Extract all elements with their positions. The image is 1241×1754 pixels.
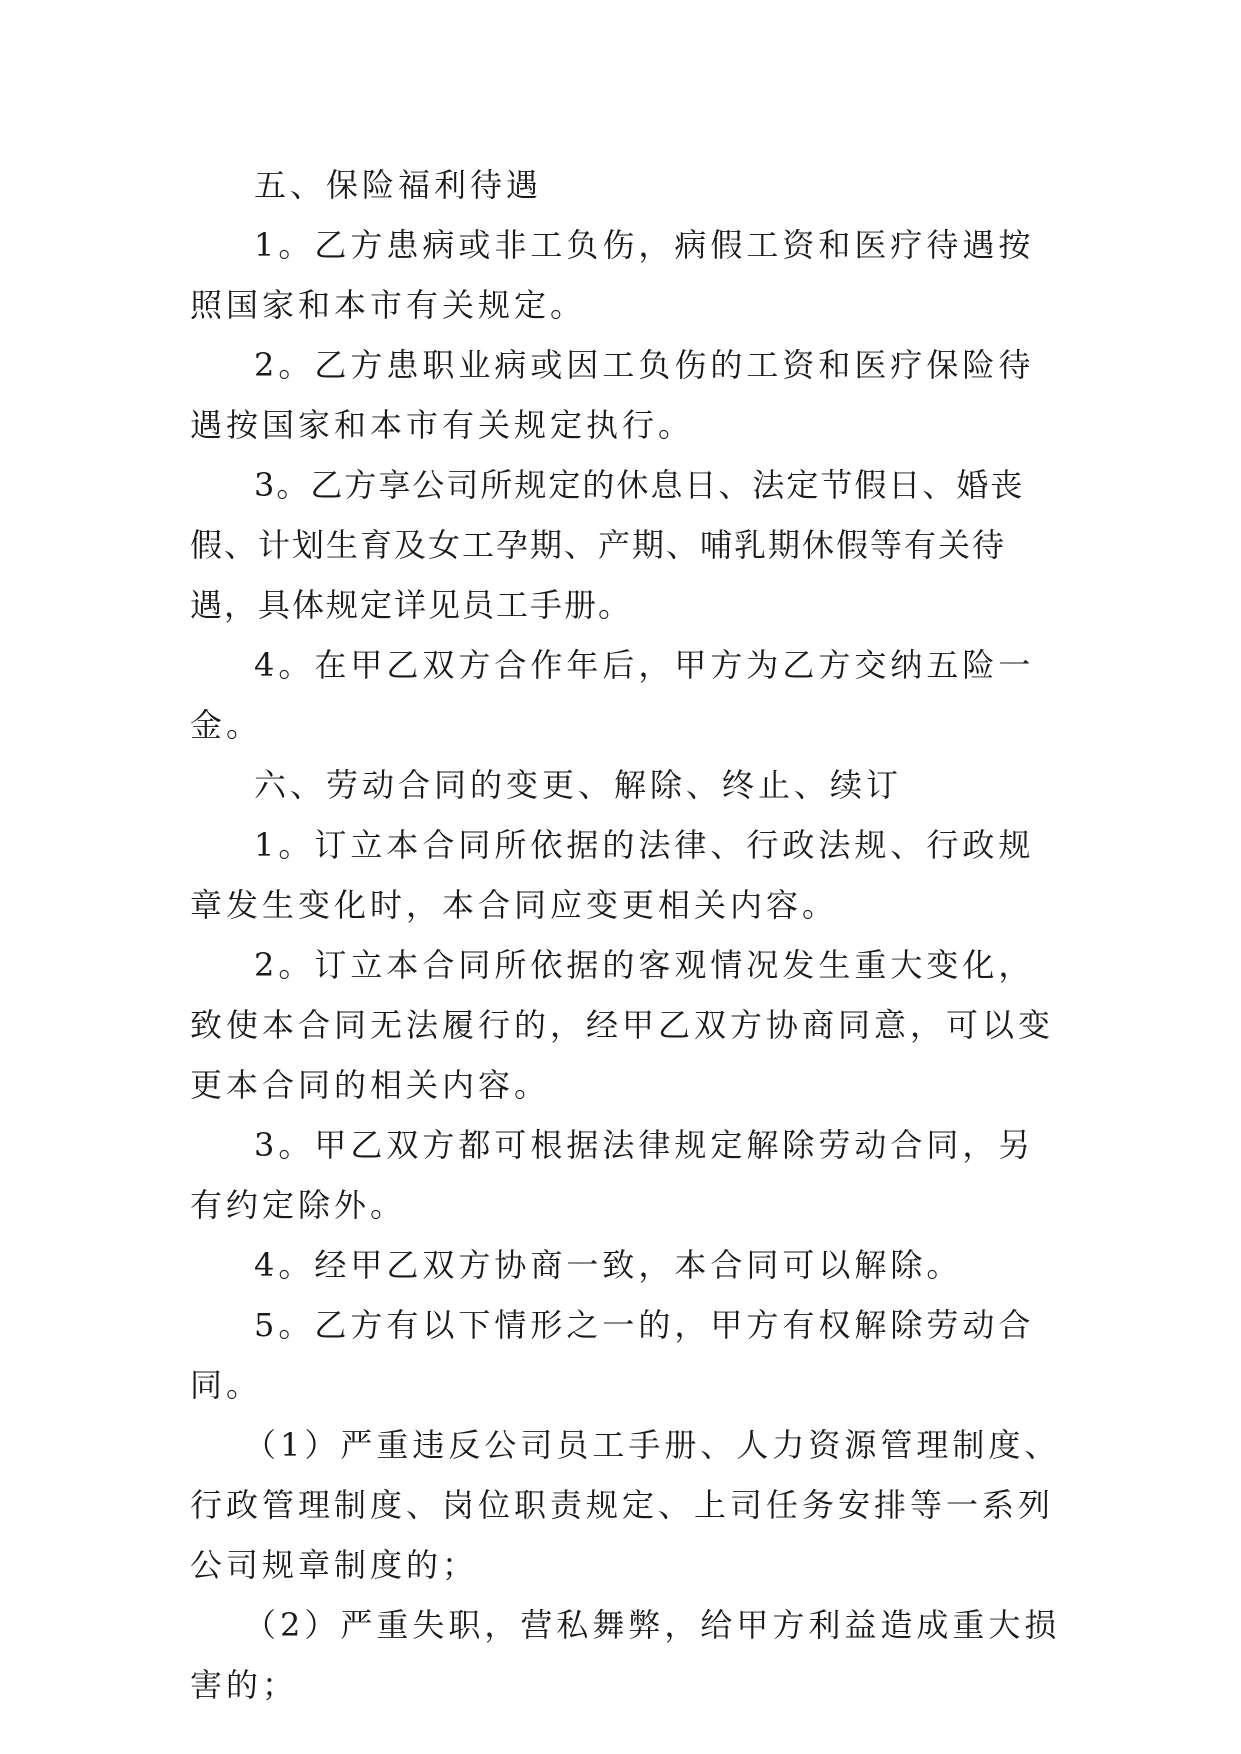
section-heading-insurance: 五、保险福利待遇 — [254, 166, 543, 204]
clause-6-2: 2。订立本合同所依据的客观情况发生重大变化，致使本合同无法履行的，经甲乙双方协商同意，可以变更本合同的相关内容。 — [190, 946, 1055, 1104]
clause-6-5: 5。乙方有以下情形之一的，甲方有权解除劳动合同。 — [190, 1306, 1035, 1404]
clause-6-3: 3。甲乙双方都可根据法律规定解除劳动合同，另有约定除外。 — [190, 1126, 1035, 1224]
clause-6-4: 4。经甲乙双方协商一致，本合同可以解除。 — [254, 1246, 963, 1284]
section-heading-contract-changes: 六、劳动合同的变更、解除、终止、续订 — [254, 766, 903, 804]
clause-6-5-item-2: （2）严重失职，营私舞弊，给甲方利益造成重大损害的； — [190, 1606, 1061, 1704]
clause-5-1: 1。乙方患病或非工负伤，病假工资和医疗待遇按照国家和本市有关规定。 — [190, 226, 1035, 324]
clause-5-2: 2。乙方患职业病或因工负伤的工资和医疗保险待遇按国家和本市有关规定执行。 — [190, 346, 1035, 444]
clause-5-4: 4。在甲乙双方合作年后，甲方为乙方交纳五险一金。 — [190, 646, 1035, 744]
clause-5-3: 3。乙方享公司所规定的休息日、法定节假日、婚丧假、计划生育及女工孕期、产期、哺乳期休假等有关待遇，具体规定详见员工手册。 — [190, 466, 1025, 624]
document-body — [190, 155, 1070, 1715]
clause-6-1: 1。订立本合同所依据的法律、行政法规、行政规章发生变化时，本合同应变更相关内容。 — [190, 826, 1035, 924]
clause-6-5-item-1: （1）严重违反公司员工手册、人力资源管理制度、行政管理制度、岗位职责规定、上司任务安排等一系列公司规章制度的； — [190, 1426, 1061, 1584]
